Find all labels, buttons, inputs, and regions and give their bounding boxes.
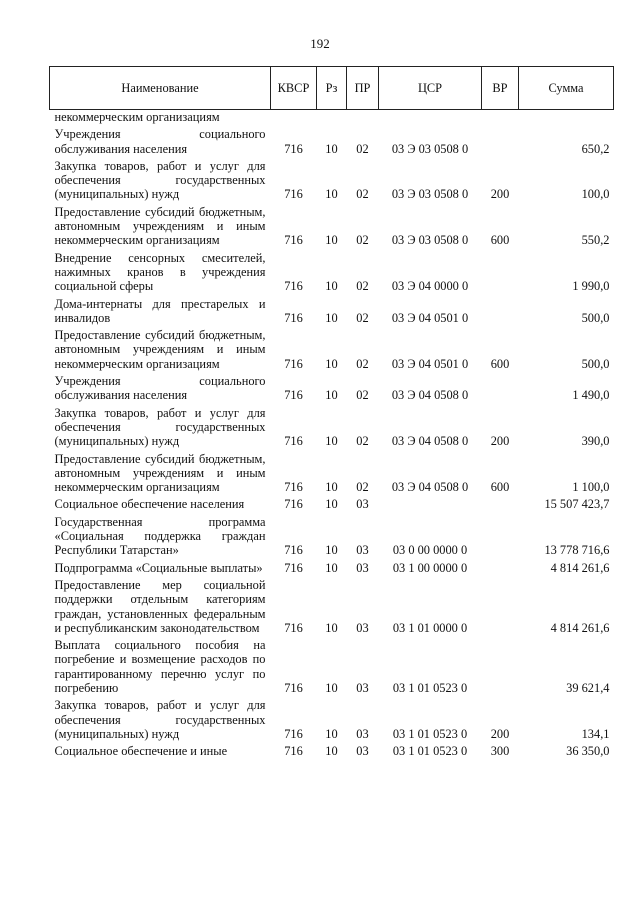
row-csr: 03 Э 03 0508 0	[391, 141, 469, 156]
row-csr: 03 Э 04 0508 0	[391, 480, 469, 495]
row-name: Предоставление мер социальной поддержки отдельным категориям граждан, установленных федеральным и республиканским законодательством	[54, 577, 266, 635]
row-vr	[482, 296, 519, 328]
row-kvsr: 716	[284, 620, 303, 635]
row-vr: 200	[490, 434, 510, 449]
row-vr	[482, 250, 519, 296]
row-rz	[317, 110, 347, 127]
row-kvsr: 716	[284, 388, 303, 403]
row-kvsr: 716	[284, 356, 303, 371]
row-sum: 500,0	[581, 356, 610, 371]
row-rz: 10	[325, 187, 338, 202]
header-csr: ЦСР	[379, 67, 482, 110]
row-pr: 03	[356, 560, 369, 575]
row-pr: 03	[356, 620, 369, 635]
row-csr: 03 0 00 0000 0	[392, 543, 468, 558]
header-name: Наименование	[50, 67, 271, 110]
table-row	[50, 373, 614, 405]
row-sum: 4 814 261,6	[550, 620, 610, 635]
table-row	[50, 158, 614, 204]
row-sum: 390,0	[581, 434, 610, 449]
header-pr: ПР	[347, 67, 379, 110]
row-name: Предоставление субсидий бюджетным, автономным учреждениям и иным некоммерческим организациям	[54, 328, 266, 371]
row-sum: 550,2	[581, 233, 610, 248]
row-pr: 02	[356, 388, 369, 403]
budget-table	[49, 66, 614, 760]
row-vr	[482, 637, 519, 697]
row-name: Подпрограмма «Социальные выплаты»	[54, 560, 263, 575]
row-kvsr: 716	[284, 744, 303, 759]
row-sum: 500,0	[581, 310, 610, 325]
row-rz: 10	[325, 480, 338, 495]
row-vr: 200	[490, 726, 510, 741]
table-row	[50, 327, 614, 373]
row-pr: 02	[356, 279, 369, 294]
row-csr: 03 1 01 0523 0	[392, 680, 468, 695]
row-rz: 10	[325, 388, 338, 403]
row-kvsr: 716	[284, 497, 303, 512]
row-vr: 200	[490, 187, 510, 202]
row-kvsr: 716	[284, 310, 303, 325]
row-vr: 300	[490, 744, 510, 759]
row-name: Государственная программа «Социальная поддержка граждан Республики Татарстан»	[54, 514, 266, 558]
row-rz: 10	[325, 141, 338, 156]
row-rz: 10	[325, 310, 338, 325]
page-number: 192	[310, 36, 330, 51]
row-csr	[379, 496, 482, 513]
row-pr: 03	[356, 744, 369, 759]
row-sum: 13 778 716,6	[544, 543, 610, 558]
table-header-row	[50, 67, 614, 110]
row-name: Социальное обеспечение населения	[54, 497, 245, 512]
row-vr	[482, 560, 519, 577]
row-sum: 1 490,0	[572, 388, 610, 403]
row-name: Социальное обеспечение и иные	[54, 744, 228, 759]
table-row	[50, 110, 614, 127]
row-rz: 10	[325, 233, 338, 248]
row-name: Дома-интернаты для престарелых и инвалидов	[54, 296, 266, 325]
row-csr: 03 1 01 0523 0	[392, 744, 468, 759]
row-csr: 03 Э 04 0508 0	[391, 388, 469, 403]
row-pr: 02	[356, 187, 369, 202]
row-pr	[347, 110, 379, 127]
header-rz: Рз	[317, 67, 347, 110]
row-sum	[519, 110, 614, 127]
row-rz: 10	[325, 497, 338, 512]
row-csr: 03 Э 04 0000 0	[391, 279, 469, 294]
row-rz: 10	[325, 620, 338, 635]
row-rz: 10	[325, 434, 338, 449]
row-sum: 1 990,0	[572, 279, 610, 294]
table-row	[50, 514, 614, 560]
row-vr: 600	[490, 233, 510, 248]
row-vr	[482, 514, 519, 560]
row-name: Закупка товаров, работ и услуг для обеспечения государственных (муниципальных) нужд	[54, 698, 266, 741]
row-name: Закупка товаров, работ и услуг для обеспечения государственных (муниципальных) нужд	[54, 405, 266, 449]
row-vr	[482, 496, 519, 513]
row-kvsr: 716	[284, 434, 303, 449]
row-pr: 03	[356, 726, 369, 741]
row-csr: 03 Э 04 0501 0	[391, 356, 469, 371]
row-kvsr: 716	[284, 141, 303, 156]
row-sum: 134,1	[581, 726, 610, 741]
table-row	[50, 637, 614, 697]
row-kvsr: 716	[284, 560, 303, 575]
table-row	[50, 451, 614, 497]
row-sum: 39 621,4	[566, 680, 610, 695]
row-csr: 03 Э 03 0508 0	[391, 187, 469, 202]
row-kvsr: 716	[284, 480, 303, 495]
row-csr: 03 Э 03 0508 0	[391, 233, 469, 248]
row-name: Предоставление субсидий бюджетным, автономным учреждениям и иным некоммерческим организациям	[54, 451, 266, 495]
row-csr: 03 1 01 0000 0	[392, 620, 468, 635]
table-row	[50, 296, 614, 328]
row-vr	[482, 577, 519, 637]
row-csr: 03 Э 04 0508 0	[391, 434, 469, 449]
row-pr: 03	[356, 497, 369, 512]
row-pr: 02	[356, 141, 369, 156]
row-sum: 1 100,0	[572, 480, 610, 495]
table-row	[50, 577, 614, 637]
table-row	[50, 126, 614, 158]
row-vr: 600	[490, 480, 510, 495]
row-vr	[482, 126, 519, 158]
row-rz: 10	[325, 744, 338, 759]
row-csr: 03 Э 04 0501 0	[391, 310, 469, 325]
row-csr: 03 1 01 0523 0	[392, 726, 468, 741]
row-rz: 10	[325, 543, 338, 558]
row-rz: 10	[325, 560, 338, 575]
table-row	[50, 697, 614, 743]
table-row	[50, 496, 614, 513]
row-name: Закупка товаров, работ и услуг для обеспечения государственных (муниципальных) нужд	[54, 158, 266, 202]
row-kvsr: 716	[284, 187, 303, 202]
row-sum: 100,0	[581, 187, 610, 202]
row-rz: 10	[325, 279, 338, 294]
row-pr: 02	[356, 480, 369, 495]
row-sum: 650,2	[581, 141, 610, 156]
row-vr: 600	[490, 356, 510, 371]
row-csr	[379, 110, 482, 127]
row-name: некоммерческим организациям	[54, 110, 220, 124]
row-csr: 03 1 00 0000 0	[392, 560, 468, 575]
row-kvsr: 716	[284, 279, 303, 294]
row-kvsr: 716	[284, 680, 303, 695]
row-pr: 03	[356, 680, 369, 695]
row-rz: 10	[325, 726, 338, 741]
table-row	[50, 743, 614, 760]
table-row	[50, 204, 614, 250]
row-sum: 15 507 423,7	[544, 497, 610, 512]
header-kvsr: КВСР	[271, 67, 317, 110]
header-sum: Сумма	[519, 67, 614, 110]
row-kvsr	[271, 110, 317, 127]
row-pr: 03	[356, 543, 369, 558]
row-kvsr: 716	[284, 543, 303, 558]
table-row	[50, 560, 614, 577]
header-vr: ВР	[482, 67, 519, 110]
row-sum: 4 814 261,6	[550, 560, 610, 575]
row-name: Предоставление субсидий бюджетным, автономным учреждениям и иным некоммерческим организациям	[54, 204, 266, 248]
row-pr: 02	[356, 310, 369, 325]
row-rz: 10	[325, 356, 338, 371]
row-vr	[482, 110, 519, 127]
row-name: Учреждения социального обслуживания населения	[54, 127, 266, 156]
row-name: Внедрение сенсорных смесителей, нажимных кранов в учреждения социальной сферы	[54, 250, 266, 294]
row-name: Учреждения социального обслуживания населения	[54, 374, 266, 403]
table-row	[50, 405, 614, 451]
row-sum: 36 350,0	[566, 744, 610, 759]
row-name: Выплата социального пособия на погребение и возмещение расходов по гарантированному перечню услуг по погребению	[54, 638, 266, 695]
row-kvsr: 716	[284, 726, 303, 741]
row-vr	[482, 373, 519, 405]
row-pr: 02	[356, 233, 369, 248]
row-pr: 02	[356, 356, 369, 371]
row-rz: 10	[325, 680, 338, 695]
row-kvsr: 716	[284, 233, 303, 248]
table-row	[50, 250, 614, 296]
row-pr: 02	[356, 434, 369, 449]
